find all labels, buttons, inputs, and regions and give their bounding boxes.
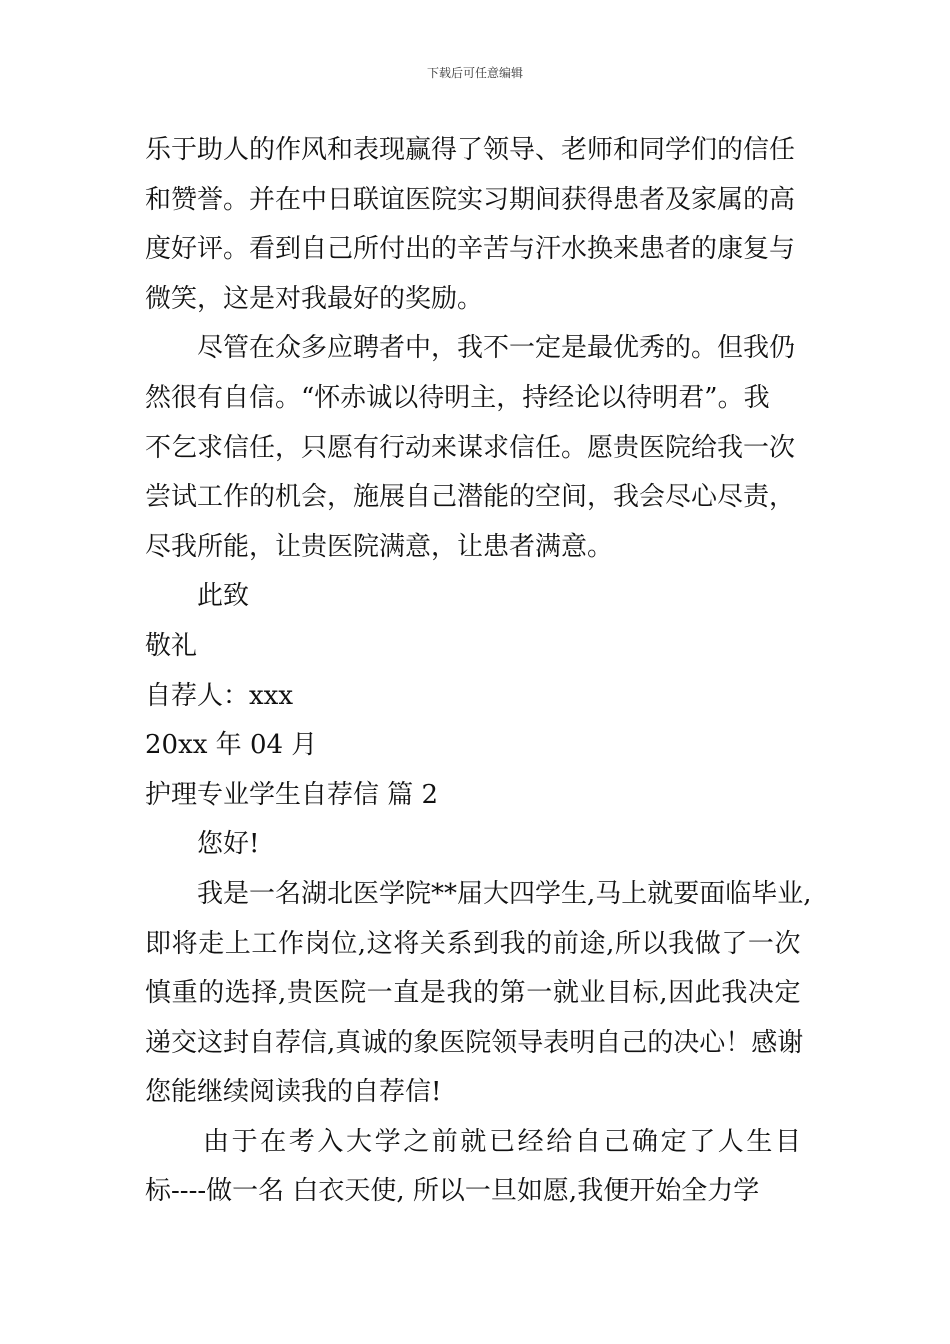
paragraph-line: 尽管在众多应聘者中，我不一定是最优秀的。但我仍	[197, 333, 796, 364]
paragraph-line: 尝试工作的机会，施展自己潜能的空间，我会尽心尽责，	[145, 482, 796, 513]
paragraph-line: 递交这封自荐信,真诚的象医院领导表明自己的决心！感谢	[145, 1027, 804, 1058]
greeting-line: 您好!	[197, 829, 260, 860]
paragraph-line: 慎重的选择,贵医院一直是我的第一就业目标,因此我决定	[145, 978, 802, 1009]
signature-line: 自荐人：xxx	[145, 680, 293, 711]
closing-regards: 敬礼	[145, 630, 198, 661]
paragraph-line: 和赞誉。并在中日联谊医院实习期间获得患者及家属的高	[145, 184, 796, 215]
section-title: 护理专业学生自荐信 篇 2	[145, 779, 439, 810]
date-line: 20xx 年 04 月	[145, 730, 318, 761]
paragraph-line: 然很有自信。“怀赤诚以待明主，持经论以待明君”。我	[145, 382, 770, 413]
page-header-note: 下载后可任意编辑	[426, 66, 523, 80]
paragraph-line: 由于在考入大学之前就已经给自己确定了人生目	[203, 1126, 804, 1157]
paragraph-line: 您能继续阅读我的自荐信!	[145, 1077, 442, 1108]
paragraph-line: 尽我所能，让贵医院满意，让患者满意。	[145, 531, 614, 562]
paragraph-line: 即将走上工作岗位,这将关系到我的前途,所以我做了一次	[145, 928, 802, 959]
letter-body	[145, 126, 815, 1217]
paragraph-line: 微笑，这是对我最好的奖励。	[145, 283, 484, 314]
paragraph-line: 我是一名湖北医学院**届大四学生,马上就要面临毕业,	[197, 878, 812, 909]
paragraph-line: 不乞求信任，只愿有行动来谋求信任。愿贵医院给我一次	[145, 432, 796, 463]
paragraph-line: 乐于助人的作风和表现赢得了领导、老师和同学们的信任	[145, 135, 796, 165]
paragraph-line: 度好评。看到自己所付出的辛苦与汗水换来患者的康复与	[145, 234, 796, 265]
paragraph-line: 标----做一名 白衣天使, 所以一旦如愿,我便开始全力学	[145, 1176, 760, 1207]
closing-salutation: 此致	[197, 581, 250, 612]
